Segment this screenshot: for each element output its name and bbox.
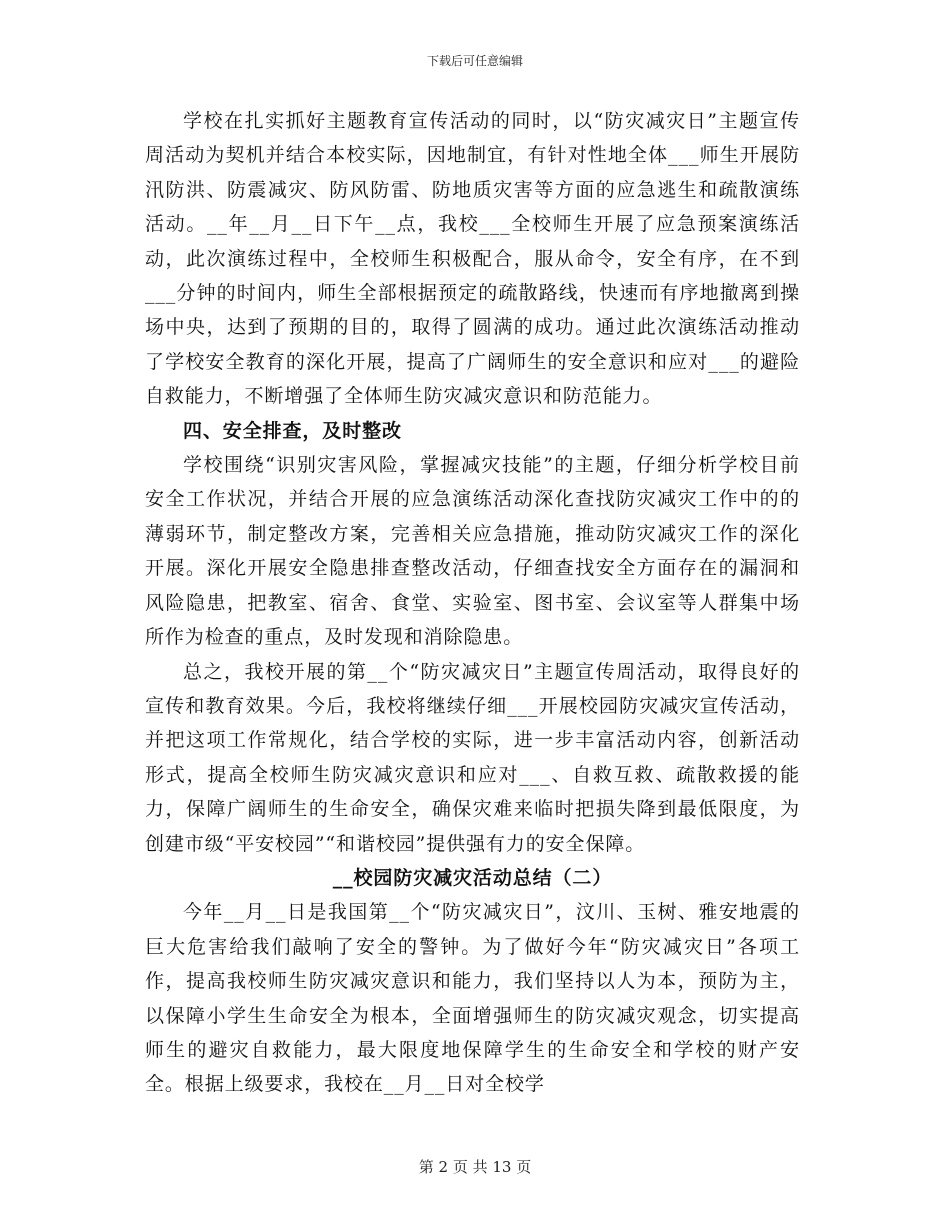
paragraph-disaster-day-intro: 今年__月__日是我国第__个“防灾减灾日”，汶川、玉树、雅安地震的巨大危害给我们敲响了安全的警钟。为了做好今年“防灾减灾日”各项工作，提高我校师生防灾减灾意识和能力，我们坚持以人为本，预防为主，以保障小学生生命安全为根本，全面增强师生的防灾减灾观念，切实提高师生的避灾自救能力，最大限度地保障学生的生命安全和学校的财产安全。根据上级要求，我校在__月__日对全校学 xyxy=(145,901,800,1096)
document-title-part-two: __校园防灾减灾活动总结（二） xyxy=(332,866,613,889)
paragraph-hazard-inspection: 学校围绕“识别灾害风险，掌握减灾技能”的主题，仔细分析学校目前安全工作状况，并结合开展的应急演练活动深化查找防灾减灾工作中的的薄弱环节，制定整改方案，完善相关应急措施，推动防灾减灾工作的深化开展。深化开展安全隐患排查整改活动，仔细查找安全方面存在的漏洞和风险隐患，把教室、宿舍、食堂、实验室、图书室、会议室等人群集中场所作为检查的重点，及时发现和消除隐患。 xyxy=(145,454,800,649)
page-header: 下载后可任意编辑 xyxy=(426,54,523,68)
document-body xyxy=(145,104,800,1102)
page-number-footer: 第 2 页 共 13 页 xyxy=(418,1158,532,1176)
paragraph-drill-activity: 学校在扎实抓好主题教育宣传活动的同时，以“防灾减灾日”主题宣传周活动为契机并结合本校实际，因地制宜，有针对性地全体___师生开展防汛防洪、防震减灾、防风防雷、防地质灾害等方面的应急逃生和疏散演练活动。__年__月__日下午__点，我校___全校师生开展了应急预案演练活动，此次演练过程中，全校师生积极配合，服从命令，安全有序，在不到___分钟的时间内，师生全部根据预定的疏散路线，快速而有序地撤离到操场中央，达到了预期的目的，取得了圆满的成功。通过此次演练活动推动了学校安全教育的深化开展，提高了广阔师生的安全意识和应对___的避险自救能力，不断增强了全体师生防灾减灾意识和防范能力。 xyxy=(145,110,800,408)
paragraph-conclusion: 总之，我校开展的第__个“防灾减灾日”主题宣传周活动，取得良好的宣传和教育效果。今后，我校将继续仔细___开展校园防灾减灾宣传活动，并把这项工作常规化，结合学校的实际，进一步丰富活动内容，创新活动形式，提高全校师生防灾减灾意识和应对___、自救互救、疏散救援的能力，保障广阔师生的生命安全，确保灾难来临时把损失降到最低限度，为创建市级“平安校园”“和谐校园”提供强有力的安全保障。 xyxy=(145,660,800,855)
section-heading-safety-check: 四、安全排查，及时整改 xyxy=(183,419,402,442)
